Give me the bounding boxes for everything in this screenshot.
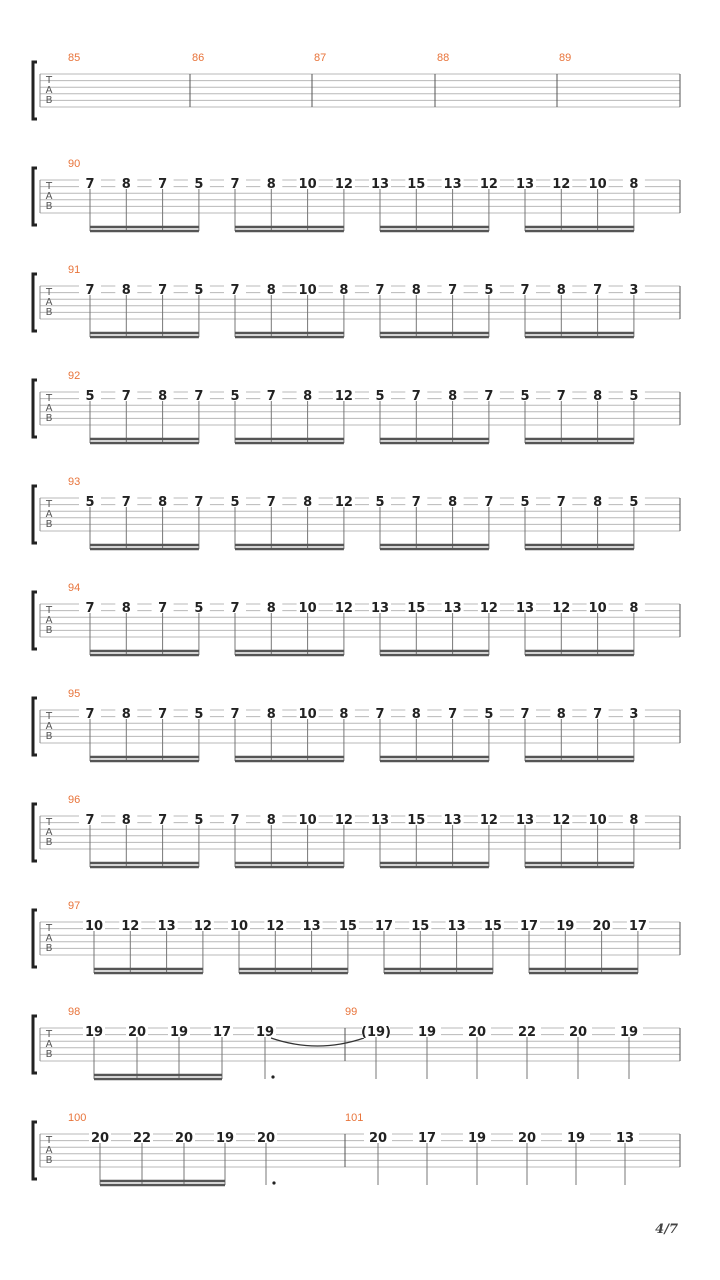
fret-number: 7 — [448, 283, 458, 298]
tab-clef-letter: A — [45, 827, 53, 838]
tab-clef-letter: B — [45, 943, 53, 954]
measure-number: 90 — [68, 158, 81, 170]
fret-number: 7 — [520, 707, 530, 722]
fret-number: 12 — [121, 919, 140, 934]
fret-number: 7 — [266, 495, 276, 510]
system-bracket — [33, 1016, 37, 1073]
fret-number: 7 — [484, 389, 494, 404]
tab-clef-letter: T — [45, 499, 53, 510]
measure-number: 101 — [345, 1112, 364, 1124]
fret-number: 13 — [615, 1131, 635, 1146]
fret-number: 12 — [193, 919, 212, 934]
fret-number: 5 — [520, 389, 530, 404]
fret-number: 5 — [375, 389, 385, 404]
fret-number: 8 — [629, 813, 639, 828]
tab-system — [33, 52, 680, 119]
tab-clef-letter: T — [45, 605, 53, 616]
system-bracket — [33, 274, 37, 331]
system-bracket — [33, 1122, 37, 1179]
fret-number: 17 — [417, 1131, 437, 1146]
fret-number: 19 — [417, 1025, 437, 1040]
fret-number: 10 — [298, 601, 317, 616]
tab-clef-letter: B — [45, 519, 53, 530]
fret-number: 5 — [194, 707, 204, 722]
tab-system — [33, 582, 680, 655]
measure-number: 88 — [437, 52, 450, 64]
fret-number: 7 — [85, 707, 95, 722]
system-bracket — [33, 62, 37, 119]
fret-number: 5 — [484, 707, 494, 722]
tab-clef-letter: A — [45, 191, 53, 202]
measure-number: 97 — [68, 900, 81, 912]
fret-number: 13 — [443, 813, 462, 828]
fret-number: 20 — [568, 1025, 588, 1040]
fret-number: 20 — [256, 1131, 276, 1146]
fret-number: 12 — [552, 177, 571, 192]
fret-number: (19) — [361, 1025, 391, 1040]
fret-number: 8 — [411, 707, 421, 722]
tab-clef-letter: A — [45, 509, 53, 520]
system-bracket — [33, 168, 37, 225]
fret-number: 17 — [628, 919, 647, 934]
tie-arc — [271, 1038, 364, 1046]
tab-clef-letter: T — [45, 817, 53, 828]
measure-number: 86 — [192, 52, 205, 64]
tab-clef-letter: B — [45, 413, 53, 424]
fret-number: 17 — [212, 1025, 232, 1040]
tab-clef-letter: B — [45, 307, 53, 318]
fret-number: 8 — [266, 813, 276, 828]
fret-number: 19 — [215, 1131, 235, 1146]
fret-number: 22 — [517, 1025, 537, 1040]
fret-number: 8 — [121, 601, 131, 616]
fret-number: 7 — [230, 813, 240, 828]
fret-number: 10 — [298, 283, 317, 298]
fret-number: 20 — [517, 1131, 537, 1146]
fret-number: 12 — [266, 919, 285, 934]
tab-system — [33, 900, 680, 973]
fret-number: 10 — [588, 601, 607, 616]
fret-number: 8 — [593, 495, 603, 510]
fret-number: 7 — [375, 707, 385, 722]
tab-clef-letter: A — [45, 615, 53, 626]
fret-number: 13 — [370, 813, 390, 828]
fret-number: 12 — [552, 813, 571, 828]
fret-number: 8 — [339, 283, 349, 298]
fret-number: 7 — [520, 283, 530, 298]
system-bracket — [33, 380, 37, 437]
fret-number: 7 — [230, 283, 240, 298]
fret-number: 7 — [593, 707, 603, 722]
fret-number: 7 — [85, 813, 95, 828]
fret-number: 7 — [194, 389, 204, 404]
measure-number: 85 — [68, 52, 81, 64]
fret-number: 10 — [84, 919, 104, 934]
tab-system — [33, 264, 680, 337]
tab-clef-letter: A — [45, 721, 53, 732]
fret-number: 8 — [303, 389, 313, 404]
fret-number: 7 — [556, 495, 566, 510]
fret-number: 5 — [194, 601, 204, 616]
fret-number: 10 — [229, 919, 249, 934]
tab-system — [33, 476, 680, 549]
measure-number: 98 — [68, 1006, 81, 1018]
fret-number: 20 — [127, 1025, 147, 1040]
rhythm-dot — [271, 1075, 274, 1078]
fret-number: 15 — [407, 177, 426, 192]
fret-number: 7 — [158, 707, 168, 722]
fret-number: 8 — [158, 495, 168, 510]
fret-number: 12 — [334, 601, 353, 616]
system-bracket — [33, 592, 37, 649]
tab-clef-letter: A — [45, 403, 53, 414]
fret-number: 8 — [339, 707, 349, 722]
tab-system — [33, 794, 680, 867]
fret-number: 8 — [266, 707, 276, 722]
fret-number: 13 — [515, 813, 535, 828]
fret-number: 17 — [374, 919, 394, 934]
fret-number: 20 — [90, 1131, 110, 1146]
fret-number: 7 — [411, 389, 421, 404]
fret-number: 5 — [629, 389, 639, 404]
fret-number: 19 — [255, 1025, 275, 1040]
tab-clef-letter: T — [45, 181, 53, 192]
measure-number: 92 — [68, 370, 81, 382]
fret-number: 7 — [266, 389, 276, 404]
fret-number: 13 — [443, 601, 462, 616]
fret-number: 20 — [467, 1025, 487, 1040]
measure-number: 93 — [68, 476, 81, 488]
tab-clef-letter: T — [45, 1029, 53, 1040]
fret-number: 7 — [158, 601, 168, 616]
fret-number: 8 — [629, 177, 639, 192]
fret-number: 7 — [484, 495, 494, 510]
fret-number: 20 — [368, 1131, 388, 1146]
tab-system — [33, 688, 680, 761]
measure-number: 89 — [559, 52, 572, 64]
tab-clef-letter: T — [45, 287, 53, 298]
measure-number: 95 — [68, 688, 81, 700]
fret-number: 12 — [334, 177, 353, 192]
fret-number: 12 — [552, 601, 571, 616]
tab-clef-letter: B — [45, 95, 53, 106]
fret-number: 12 — [479, 813, 498, 828]
fret-number: 5 — [520, 495, 530, 510]
fret-number: 7 — [85, 601, 95, 616]
tab-system — [33, 370, 680, 443]
fret-number: 8 — [303, 495, 313, 510]
measure-number: 96 — [68, 794, 81, 806]
tab-clef-letter: B — [45, 201, 53, 212]
fret-number: 7 — [194, 495, 204, 510]
fret-number: 5 — [484, 283, 494, 298]
fret-number: 15 — [407, 813, 426, 828]
fret-number: 20 — [592, 919, 611, 934]
tab-system — [33, 158, 680, 231]
measure-number: 94 — [68, 582, 81, 594]
fret-number: 19 — [169, 1025, 189, 1040]
fret-number: 8 — [556, 283, 566, 298]
fret-number: 13 — [515, 177, 535, 192]
fret-number: 8 — [266, 177, 276, 192]
fret-number: 12 — [334, 813, 353, 828]
fret-number: 12 — [479, 177, 498, 192]
fret-number: 19 — [84, 1025, 104, 1040]
fret-number: 5 — [230, 495, 240, 510]
fret-number: 15 — [338, 919, 357, 934]
fret-number: 10 — [298, 177, 317, 192]
fret-number: 8 — [556, 707, 566, 722]
fret-number: 13 — [515, 601, 535, 616]
fret-number: 7 — [121, 495, 131, 510]
fret-number: 8 — [411, 283, 421, 298]
fret-number: 5 — [194, 813, 204, 828]
fret-number: 8 — [629, 601, 639, 616]
tab-clef-letter: A — [45, 1039, 53, 1050]
fret-number: 15 — [407, 601, 426, 616]
fret-number: 13 — [443, 177, 462, 192]
fret-number: 7 — [158, 177, 168, 192]
fret-number: 13 — [302, 919, 321, 934]
fret-number: 8 — [266, 601, 276, 616]
fret-number: 12 — [334, 495, 353, 510]
measure-number: 91 — [68, 264, 81, 276]
fret-number: 10 — [588, 813, 607, 828]
fret-number: 8 — [121, 177, 131, 192]
fret-number: 10 — [588, 177, 607, 192]
fret-number: 12 — [479, 601, 498, 616]
tab-clef-letter: B — [45, 1155, 53, 1166]
fret-number: 7 — [158, 813, 168, 828]
fret-number: 10 — [298, 707, 317, 722]
fret-number: 5 — [85, 495, 95, 510]
tab-clef-letter: T — [45, 393, 53, 404]
fret-number: 7 — [593, 283, 603, 298]
fret-number: 8 — [448, 389, 458, 404]
tab-system — [33, 1006, 680, 1079]
fret-number: 17 — [519, 919, 539, 934]
tab-clef-letter: T — [45, 75, 53, 86]
fret-number: 3 — [629, 283, 639, 298]
fret-number: 7 — [230, 601, 240, 616]
fret-number: 15 — [411, 919, 430, 934]
system-bracket — [33, 910, 37, 967]
fret-number: 7 — [85, 177, 95, 192]
fret-number: 13 — [447, 919, 466, 934]
fret-number: 5 — [629, 495, 639, 510]
page-number: 4/7 — [655, 1222, 678, 1237]
fret-number: 8 — [121, 707, 131, 722]
fret-number: 20 — [174, 1131, 194, 1146]
fret-number: 8 — [266, 283, 276, 298]
tab-clef-letter: A — [45, 297, 53, 308]
tab-system — [33, 1112, 680, 1185]
system-bracket — [33, 698, 37, 755]
fret-number: 19 — [556, 919, 575, 934]
fret-number: 8 — [121, 283, 131, 298]
fret-number: 19 — [619, 1025, 639, 1040]
fret-number: 8 — [593, 389, 603, 404]
fret-number: 19 — [566, 1131, 586, 1146]
fret-number: 7 — [556, 389, 566, 404]
fret-number: 12 — [334, 389, 353, 404]
fret-number: 3 — [629, 707, 639, 722]
fret-number: 7 — [411, 495, 421, 510]
measure-number: 100 — [68, 1112, 87, 1124]
fret-number: 5 — [194, 283, 204, 298]
fret-number: 7 — [448, 707, 458, 722]
tab-clef-letter: A — [45, 85, 53, 96]
fret-number: 7 — [375, 283, 385, 298]
fret-number: 7 — [85, 283, 95, 298]
fret-number: 5 — [230, 389, 240, 404]
rhythm-dot — [272, 1181, 275, 1184]
fret-number: 7 — [158, 283, 168, 298]
fret-number: 5 — [375, 495, 385, 510]
tab-clef-letter: B — [45, 625, 53, 636]
fret-number: 5 — [85, 389, 95, 404]
measure-number: 99 — [345, 1006, 358, 1018]
fret-number: 7 — [121, 389, 131, 404]
tab-clef-letter: A — [45, 933, 53, 944]
system-bracket — [33, 804, 37, 861]
fret-number: 22 — [132, 1131, 152, 1146]
fret-number: 8 — [158, 389, 168, 404]
fret-number: 5 — [194, 177, 204, 192]
fret-number: 13 — [157, 919, 176, 934]
tab-clef-letter: T — [45, 711, 53, 722]
fret-number: 19 — [467, 1131, 487, 1146]
fret-number: 7 — [230, 177, 240, 192]
fret-number: 8 — [121, 813, 131, 828]
tab-clef-letter: B — [45, 1049, 53, 1060]
tab-clef-letter: A — [45, 1145, 53, 1156]
fret-number: 15 — [483, 919, 502, 934]
measure-number: 87 — [314, 52, 327, 64]
tab-clef-letter: T — [45, 1135, 53, 1146]
tab-clef-letter: B — [45, 837, 53, 848]
fret-number: 7 — [230, 707, 240, 722]
fret-number: 13 — [370, 177, 390, 192]
fret-number: 13 — [370, 601, 390, 616]
tab-clef-letter: B — [45, 731, 53, 742]
fret-number: 10 — [298, 813, 317, 828]
system-bracket — [33, 486, 37, 543]
fret-number: 8 — [448, 495, 458, 510]
tab-clef-letter: T — [45, 923, 53, 934]
